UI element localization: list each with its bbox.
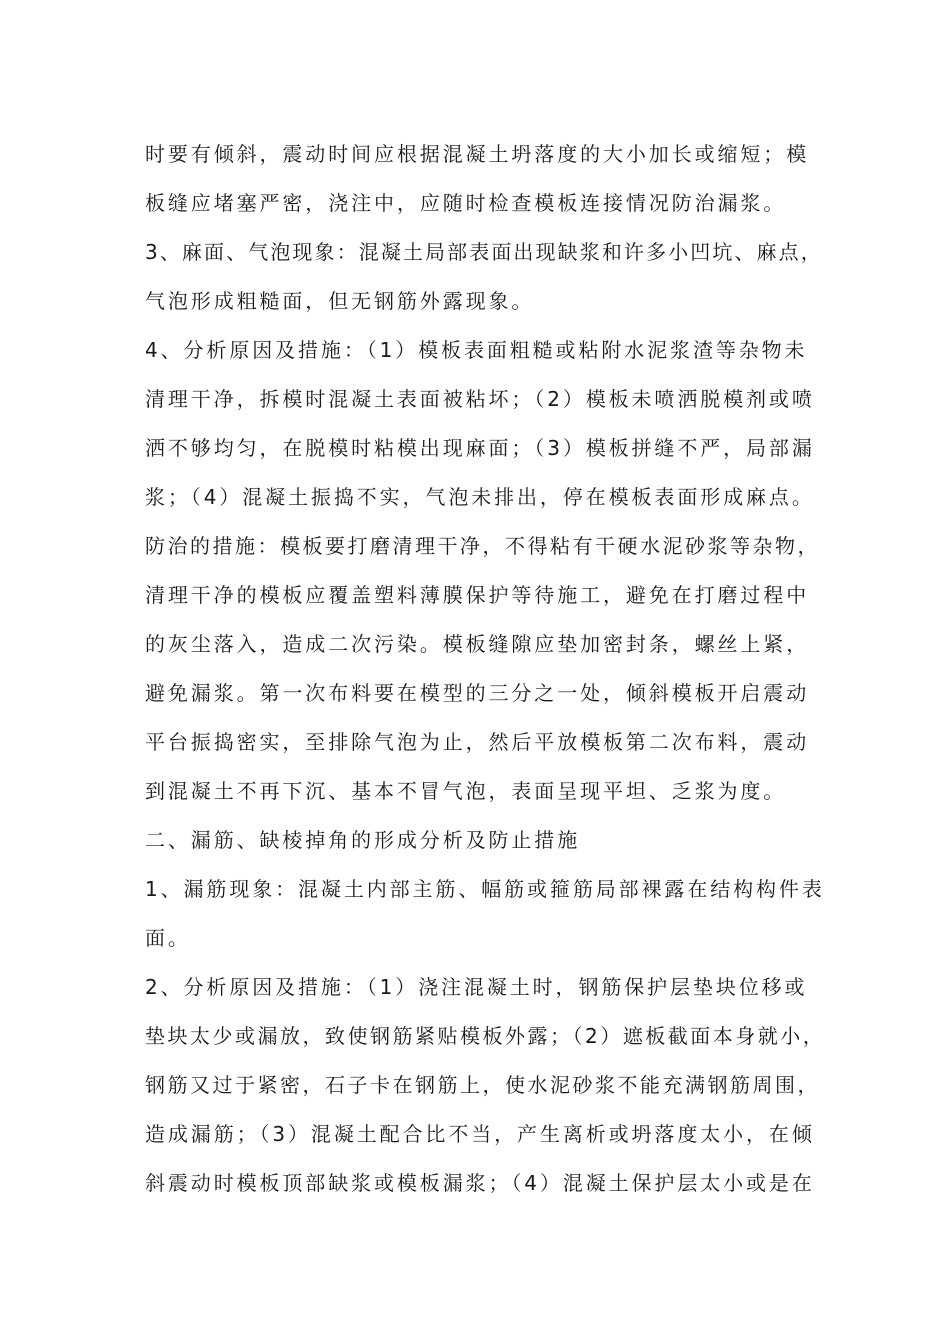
text-line: 造成漏筋；（3）混凝土配合比不当，产生离析或坍落度太小，在倾 xyxy=(145,1122,815,1146)
text-line: 斜震动时模板顶部缺浆或模板漏浆；（4）混凝土保护层太小或是在 xyxy=(145,1171,815,1195)
text-line: 避免漏浆。第一次布料要在模型的三分之一处，倾斜模板开启震动 xyxy=(145,681,810,705)
text-line: 3、麻面、气泡现象：混凝土局部表面出现缺浆和许多小凹坑、麻点， xyxy=(145,240,823,264)
text-line: 1、漏筋现象：混凝土内部主筋、幅筋或箍筋局部裸露在结构构件表 xyxy=(145,877,825,901)
text-line: 到混凝土不再下沉、基本不冒气泡，表面呈现平坦、乏浆为度。 xyxy=(145,779,787,803)
text-line: 4、分析原因及措施：（1）模板表面粗糙或粘附水泥浆渣等杂物未 xyxy=(145,338,808,362)
text-line: 钢筋又过于紧密，石子卡在钢筋上，使水泥砂浆不能充满钢筋周围， xyxy=(145,1073,820,1097)
section-heading: 二、漏筋、缺棱掉角的形成分析及防止措施 xyxy=(145,828,581,852)
text-line: 垫块太少或漏放，致使钢筋紧贴模板外露；（2）遮板截面本身就小， xyxy=(145,1024,826,1048)
text-line: 板缝应堵塞严密，浇注中，应随时检查模板连接情况防治漏浆。 xyxy=(145,191,787,215)
text-line: 浆；（4）混凝土振捣不实，气泡未排出，停在模板表面形成麻点。 xyxy=(145,485,815,509)
text-line: 时要有倾斜，震动时间应根据混凝土坍落度的大小加长或缩短；模 xyxy=(145,142,810,166)
text-line: 的灰尘落入，造成二次污染。模板缝隙应垫加密封条，螺丝上紧， xyxy=(145,632,810,656)
text-line: 清理干净的模板应覆盖塑料薄膜保护等待施工，避免在打磨过程中 xyxy=(145,583,810,607)
text-line: 清理干净，拆模时混凝土表面被粘坏；（2）模板未喷洒脱模剂或喷 xyxy=(145,387,815,411)
document-body xyxy=(145,130,826,1208)
text-line: 平台振捣密实，至排除气泡为止，然后平放模板第二次布料，震动 xyxy=(145,730,810,754)
text-line: 面。 xyxy=(145,926,191,950)
text-line: 气泡形成粗糙面，但无钢筋外露现象。 xyxy=(145,289,535,313)
text-line: 2、分析原因及措施：（1）浇注混凝土时，钢筋保护层垫块位移或 xyxy=(145,975,808,999)
text-line: 洒不够均匀，在脱模时粘模出现麻面；（3）模板拼缝不严，局部漏 xyxy=(145,436,815,460)
text-line: 防治的措施：模板要打磨清理干净，不得粘有干硬水泥砂浆等杂物， xyxy=(145,534,820,558)
